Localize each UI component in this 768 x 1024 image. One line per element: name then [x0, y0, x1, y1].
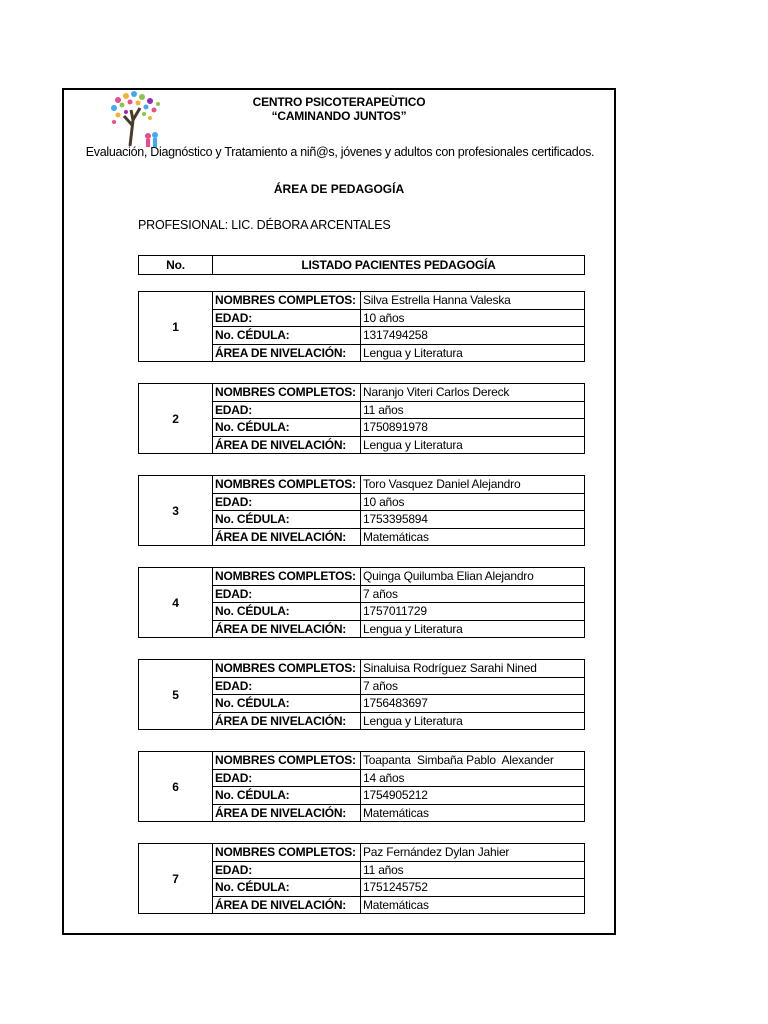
patient-area: Matemáticas [361, 528, 585, 546]
list-header-no: No. [139, 256, 213, 275]
patient-number: 1 [139, 292, 213, 362]
patient-id: 1754905212 [361, 787, 585, 805]
patient-names: Toapanta Simbaña Pablo Alexander [361, 752, 585, 770]
patient-table [138, 567, 585, 638]
patient-id: 1756483697 [361, 695, 585, 713]
patient-id: 1753395894 [361, 511, 585, 529]
names-label: NOMBRES COMPLETOS: [213, 568, 361, 586]
patient-number: 6 [139, 752, 213, 822]
area-label: ÁREA DE NIVELACIÓN: [213, 344, 361, 362]
patient-age: 11 años [361, 401, 585, 419]
patient-age: 14 años [361, 769, 585, 787]
professional-name: PROFESIONAL: LIC. DÉBORA ARCENTALES [138, 218, 391, 232]
patient-age: 7 años [361, 677, 585, 695]
area-label: ÁREA DE NIVELACIÓN: [213, 436, 361, 454]
age-label: EDAD: [213, 769, 361, 787]
age-label: EDAD: [213, 677, 361, 695]
id-label: No. CÉDULA: [213, 327, 361, 345]
patient-id: 1317494258 [361, 327, 585, 345]
age-label: EDAD: [213, 493, 361, 511]
patient-table [138, 291, 585, 362]
patient-table [138, 843, 585, 914]
patient-table [138, 475, 585, 546]
list-header-title: LISTADO PACIENTES PEDAGOGÍA [213, 256, 585, 275]
patient-number: 2 [139, 384, 213, 454]
patient-number: 3 [139, 476, 213, 546]
patient-area: Lengua y Literatura [361, 620, 585, 638]
patient-number: 7 [139, 844, 213, 914]
names-label: NOMBRES COMPLETOS: [213, 384, 361, 402]
id-label: No. CÉDULA: [213, 879, 361, 897]
names-label: NOMBRES COMPLETOS: [213, 476, 361, 494]
patient-area: Matemáticas [361, 804, 585, 822]
area-label: ÁREA DE NIVELACIÓN: [213, 712, 361, 730]
names-label: NOMBRES COMPLETOS: [213, 660, 361, 678]
age-label: EDAD: [213, 585, 361, 603]
age-label: EDAD: [213, 401, 361, 419]
patient-id: 1751245752 [361, 879, 585, 897]
area-title: ÁREA DE PEDAGOGÍA [273, 182, 405, 196]
patient-names: Sinaluisa Rodríguez Sarahi Nined [361, 660, 585, 678]
area-label: ÁREA DE NIVELACIÓN: [213, 896, 361, 914]
patient-id: 1757011729 [361, 603, 585, 621]
patient-age: 10 años [361, 493, 585, 511]
id-label: No. CÉDULA: [213, 787, 361, 805]
names-label: NOMBRES COMPLETOS: [213, 844, 361, 862]
age-label: EDAD: [213, 309, 361, 327]
center-name: CENTRO PSICOTERAPEÙTICO [252, 95, 426, 109]
area-label: ÁREA DE NIVELACIÓN: [213, 528, 361, 546]
patient-names: Silva Estrella Hanna Valeska [361, 292, 585, 310]
patient-number: 5 [139, 660, 213, 730]
patient-area: Lengua y Literatura [361, 436, 585, 454]
names-label: NOMBRES COMPLETOS: [213, 752, 361, 770]
patient-area: Lengua y Literatura [361, 344, 585, 362]
id-label: No. CÉDULA: [213, 695, 361, 713]
patient-table [138, 659, 585, 730]
names-label: NOMBRES COMPLETOS: [213, 292, 361, 310]
patient-table [138, 383, 585, 454]
area-label: ÁREA DE NIVELACIÓN: [213, 620, 361, 638]
center-motto: “CAMINANDO JUNTOS” [271, 109, 407, 123]
patient-id: 1750891978 [361, 419, 585, 437]
id-label: No. CÉDULA: [213, 419, 361, 437]
patient-names: Quinga Quilumba Elian Alejandro [361, 568, 585, 586]
patient-number: 4 [139, 568, 213, 638]
id-label: No. CÉDULA: [213, 603, 361, 621]
area-label: ÁREA DE NIVELACIÓN: [213, 804, 361, 822]
patient-area: Matemáticas [361, 896, 585, 914]
patient-table [138, 751, 585, 822]
patient-age: 10 años [361, 309, 585, 327]
patient-age: 7 años [361, 585, 585, 603]
list-header-table [138, 255, 585, 275]
id-label: No. CÉDULA: [213, 511, 361, 529]
age-label: EDAD: [213, 861, 361, 879]
tagline: Evaluación, Diagnóstico y Tratamiento a niñ@s, jóvenes y adultos con profesionales certificados. [85, 145, 595, 159]
patient-names: Paz Fernández Dylan Jahier [361, 844, 585, 862]
patient-age: 11 años [361, 861, 585, 879]
patient-names: Toro Vasquez Daniel Alejandro [361, 476, 585, 494]
patient-area: Lengua y Literatura [361, 712, 585, 730]
patient-names: Naranjo Viteri Carlos Dereck [361, 384, 585, 402]
